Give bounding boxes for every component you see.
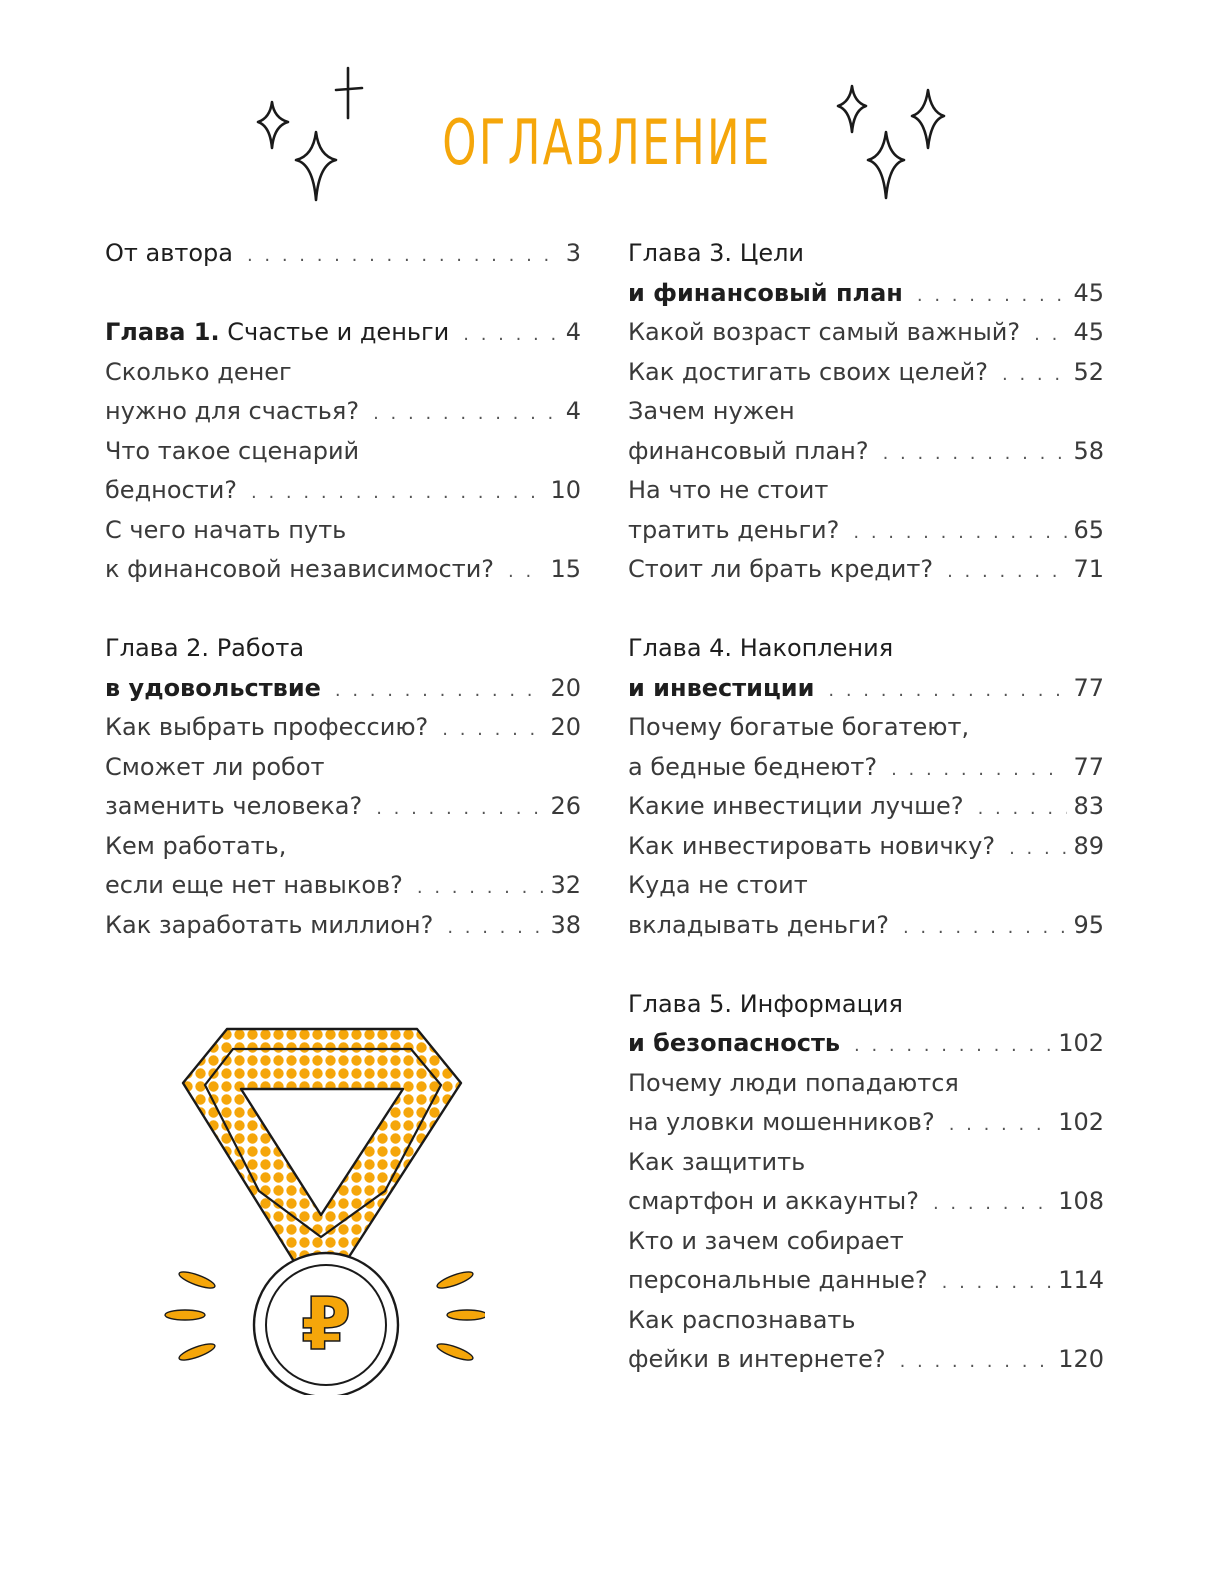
toc-entry[interactable]: [105, 787, 581, 827]
dot-leader: [447, 908, 544, 948]
dot-leader: [417, 868, 545, 908]
page-number: 20: [550, 673, 581, 702]
svg-text:₽: ₽: [300, 1282, 352, 1366]
toc-entry-title: нужно для счастья?: [105, 397, 360, 425]
page-number: 77: [1073, 752, 1104, 781]
page-number: 4: [565, 318, 581, 346]
toc-chapter-2[interactable]: [105, 669, 581, 709]
toc-entry[interactable]: [628, 353, 1104, 393]
toc-entry-intro[interactable]: [105, 234, 581, 274]
toc-entry-title: заменить человека?: [105, 792, 363, 820]
toc-entry[interactable]: [628, 906, 1104, 946]
toc-entry-title: Сколько денег: [105, 357, 292, 386]
chapter-label: Глава 1.: [105, 318, 220, 346]
toc-entry-title: С чего начать путь: [105, 515, 347, 544]
page-number: 45: [1073, 318, 1104, 346]
toc-entry-title: тратить деньги?: [628, 515, 840, 544]
toc-chapter-1[interactable]: [105, 313, 581, 353]
toc-entry-title: Кто и зачем собирает: [628, 1226, 904, 1255]
toc-entry-title: Как инвестировать новичку?: [628, 831, 996, 860]
toc-entry-title: персональные данные?: [628, 1266, 928, 1294]
toc-entry[interactable]: [628, 827, 1104, 867]
page-number: 89: [1073, 831, 1104, 860]
toc-entry[interactable]: [628, 787, 1104, 827]
page-number: 32: [550, 871, 581, 899]
toc-entry[interactable]: [105, 550, 581, 590]
chapter-title: и безопасность: [628, 1029, 841, 1057]
page-title: ОГЛАВЛЕНИЕ: [442, 106, 772, 179]
toc-entry-title: если еще нет навыков?: [105, 871, 403, 899]
toc-entry-title: бедности?: [105, 476, 238, 504]
toc-entry[interactable]: [628, 432, 1104, 472]
toc-entry[interactable]: [105, 392, 581, 432]
toc-entry-title: Кем работать,: [105, 831, 287, 860]
dot-leader: [442, 710, 544, 750]
page-number: 83: [1073, 792, 1104, 820]
page-number: 65: [1073, 515, 1104, 544]
toc-entry-title: Зачем нужен: [628, 397, 795, 425]
dot-leader: [933, 1184, 1052, 1224]
page-number: 95: [1073, 910, 1104, 939]
page-number: 45: [1073, 278, 1104, 307]
toc-entry[interactable]: [105, 866, 581, 906]
dot-leader: [900, 1342, 1053, 1382]
ruble-medal-icon: [155, 1015, 485, 1395]
toc-entry-title: Как достигать своих целей?: [628, 357, 988, 386]
dot-leader: [1034, 315, 1067, 355]
dot-leader: [891, 750, 1067, 790]
toc-entry[interactable]: [105, 471, 581, 511]
dot-leader: [942, 1263, 1053, 1303]
toc-entry-title: Почему люди попадаются: [628, 1068, 959, 1097]
chapter-title: Счастье и деньги: [219, 318, 450, 346]
dot-leader: [1009, 829, 1067, 869]
toc-entry-title: смартфон и аккаунты?: [628, 1187, 919, 1215]
toc-chapter-5[interactable]: [628, 1024, 1104, 1064]
dot-leader: [1002, 355, 1067, 395]
page-number: 114: [1058, 1266, 1104, 1294]
toc-entry[interactable]: [105, 906, 581, 946]
toc-left-column: [105, 234, 581, 945]
toc-entry-title: Сможет ли робот: [105, 752, 325, 781]
dot-leader: [828, 671, 1067, 711]
dot-leader: [978, 789, 1068, 829]
page-number: 77: [1073, 673, 1104, 702]
toc-entry-title: Как защитить: [628, 1147, 806, 1176]
dot-leader: [335, 671, 545, 711]
chapter-title: и инвестиции: [628, 673, 815, 702]
toc-entry[interactable]: [628, 1261, 1104, 1301]
toc-entry-title: Что такое сценарий: [105, 436, 360, 465]
toc-entry-title: Как распознавать: [628, 1305, 856, 1334]
chapter-title: Глава 5. Информация: [628, 989, 903, 1018]
dot-leader: [247, 236, 560, 276]
page-number: 38: [550, 910, 581, 939]
page-number: 3: [565, 239, 581, 267]
dot-leader: [853, 513, 1067, 553]
toc-chapter-4[interactable]: [628, 669, 1104, 709]
page-number: 26: [550, 792, 581, 820]
page-number: 52: [1073, 357, 1104, 386]
page-number: 120: [1058, 1345, 1104, 1373]
toc-entry[interactable]: [628, 1103, 1104, 1143]
dot-leader: [947, 552, 1067, 592]
chapter-title: Глава 4. Накопления: [628, 634, 894, 662]
sparkle-icon: [336, 68, 362, 118]
chapter-title: Глава 3. Цели: [628, 239, 805, 267]
toc-entry-title: Как выбрать профессию?: [105, 713, 429, 741]
toc-entry-title: а бедные беднеют?: [628, 752, 878, 781]
toc-chapter-3[interactable]: [628, 274, 1104, 314]
dot-leader: [373, 394, 560, 434]
toc-entry-title: На что не стоит: [628, 476, 829, 504]
toc-entry[interactable]: [628, 511, 1104, 551]
toc-entry[interactable]: [628, 550, 1104, 590]
dot-leader: [949, 1105, 1053, 1145]
page-number: 71: [1073, 555, 1104, 583]
dot-leader: [917, 276, 1068, 316]
toc-entry-title: Как заработать миллион?: [105, 910, 434, 939]
toc-entry-title: финансовый план?: [628, 436, 869, 465]
dot-leader: [463, 315, 559, 355]
toc-entry-title: на уловки мошенников?: [628, 1108, 935, 1136]
page-number: 58: [1073, 436, 1104, 465]
toc-right-column: [628, 234, 1104, 1380]
dot-leader: [903, 908, 1067, 948]
page-number: 102: [1058, 1108, 1104, 1136]
toc-entry-title: Какой возраст самый важный?: [628, 318, 1021, 346]
toc-entry[interactable]: [628, 1182, 1104, 1222]
toc-entry-title: к финансовой независимости?: [105, 555, 495, 583]
toc-entry[interactable]: [628, 748, 1104, 788]
toc-entry-title: Куда не стоит: [628, 871, 808, 899]
chapter-title: и финансовый план: [628, 278, 903, 307]
toc-entry-title: фейки в интернете?: [628, 1345, 886, 1373]
dot-leader: [854, 1026, 1052, 1066]
toc-entry-title: Какие инвестиции лучше?: [628, 792, 964, 820]
page-number: 10: [550, 476, 581, 504]
page-number: 102: [1058, 1029, 1104, 1057]
chapter-title: в удовольствие: [105, 673, 321, 702]
toc-entry[interactable]: [105, 708, 581, 748]
page-number: 4: [565, 397, 581, 425]
dot-leader: [376, 789, 544, 829]
page-number: 20: [550, 713, 581, 741]
toc-entry-title: От автора: [105, 239, 233, 267]
chapter-title: Глава 2. Работа: [105, 634, 305, 662]
dot-leader: [251, 473, 544, 513]
dot-leader: [883, 434, 1068, 474]
dot-leader: [508, 552, 544, 592]
toc-entry-title: Стоит ли брать кредит?: [628, 555, 934, 583]
toc-entry[interactable]: [628, 313, 1104, 353]
toc-entry-title: вкладывать деньги?: [628, 910, 889, 939]
page-number: 108: [1058, 1187, 1104, 1215]
page-number: 15: [550, 555, 581, 583]
toc-entry-title: Почему богатые богатеют,: [628, 713, 970, 741]
toc-entry[interactable]: [628, 1340, 1104, 1380]
